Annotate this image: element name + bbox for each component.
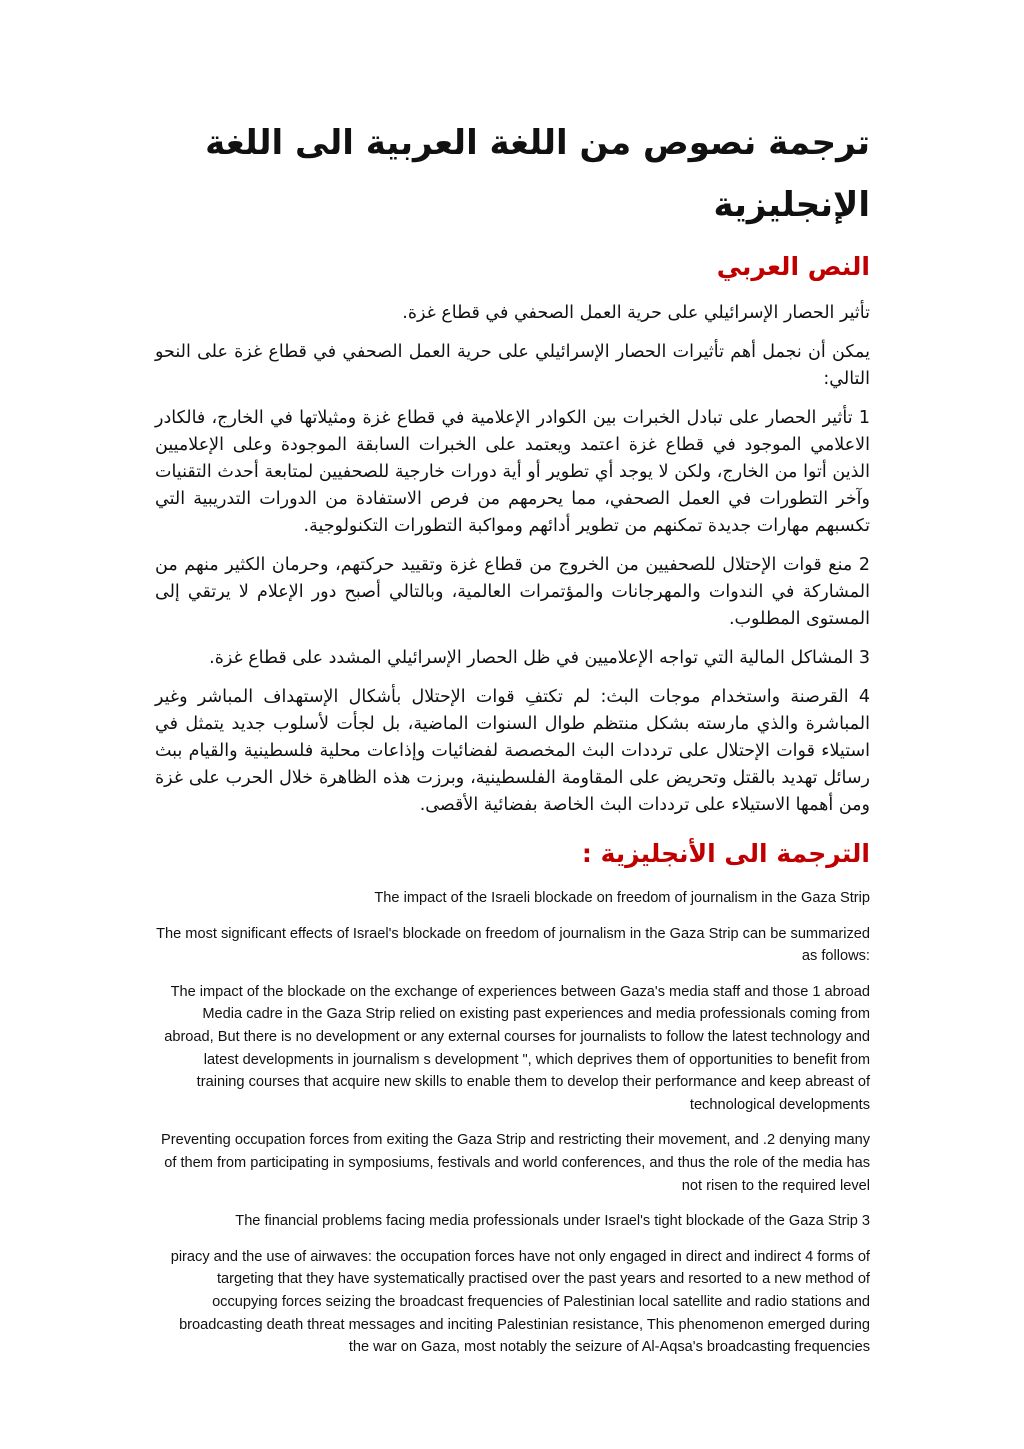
arabic-paragraph-intro: يمكن أن نجمل أهم تأثيرات الحصار الإسرائيلي على حرية العمل الصحفي في قطاع غزة على النحو التالي: — [155, 342, 870, 389]
arabic-paragraph-item-3: 3 المشاكل المالية التي تواجه الإعلاميين في ظل الحصار الإسرائيلي المشدد على قطاع غزة. — [209, 648, 870, 668]
arabic-paragraph-item-1: 1 تأثير الحصار على تبادل الخبرات بين الكوادر الإعلامية في قطاع غزة ومثيلاتها في الخارج، فالكادر الاعلامي الموجود في قطاع غزة اعتمد ويعتمد على الخبرات السابقة الموجودة وعلى الإعلاميين الذين أتوا من الخارج، ولكن لا يوجد أي تطوير أو أية دورات خارجية للصحفيين لمتابعة أحدث التقنيات وآخر التطورات في العمل الصحفي، مما يحرمهم من فرص الاستفادة من الدورات التدريبية التي تكسبهم مهارات جديدة تمكنهم من تطوير أدائهم ومواكبة التطورات التكنولوجية. — [155, 408, 870, 536]
english-paragraph-item-3: The financial problems facing media professionals under Israel's tight blockade of the Gaza Strip 3 — [235, 1213, 870, 1230]
english-paragraph-item-2: Preventing occupation forces from exiting the Gaza Strip and restricting their movement, and .2 denying many of them from participating in symposiums, festivals and world conferences, and thus the role of the media has not risen to the required level — [161, 1132, 870, 1194]
arabic-paragraph-item-4: 4 القرصنة واستخدام موجات البث: لم تكتفِ قوات الإحتلال بأشكال الإستهداف المباشر وغير المباشرة والذي مارسته بشكل منتظم طوال السنوات الماضية، بل لجأت لأسلوب جديد يتمثل في استيلاء قوات الإحتلال على ترددات البث المخصصة لفضائيات وإذاعات محلية فلسطينية والقيام ببث رسائل تهديد بالقتل وتحريض على المقاومة الفلسطينية، وبرزت هذه الظاهرة خلال الحرب على غزة ومن أهمها الاستيلاء على ترددات البث الخاصة بفضائية الأقصى. — [155, 687, 870, 815]
english-paragraph-title: The impact of the Israeli blockade on freedom of journalism in the Gaza Strip — [374, 890, 870, 906]
english-paragraph-item-4: piracy and the use of airwaves: the occupation forces have not only engaged in direct and indirect 4 forms of targeting that they have systematically practised over the past years and resorted to a new method of occupying forces seizing the broadcast frequencies of Palestinian local satellite and radio stations and broadcasting death threat messages and inciting Palestinian resistance, This phenomenon emerged during the war on Gaza, most notably the seizure of Al-Aqsa's broadcasting frequencies — [170, 1248, 870, 1356]
arabic-text-heading: النص العربي — [716, 252, 870, 281]
english-paragraph-intro: The most significant effects of Israel's blockade on freedom of journalism in the Gaza Strip can be summarized as follows: — [156, 925, 870, 965]
document-title: ترجمة نصوص من اللغة العربية الى اللغة الإنجليزية — [205, 123, 870, 225]
english-translation-body — [155, 887, 870, 1359]
arabic-paragraph-item-2: 2 منع قوات الإحتلال للصحفيين من الخروج من قطاع غزة وتقييد حركتهم، وحرمان الكثير منهم من المشاركة في الندوات والمهرجانات والمؤتمرات العالمية، وبالتالي أصبح دور الإعلام لا يرتقي إلى المستوى المطلوب. — [155, 555, 870, 629]
english-paragraph-item-1: The impact of the blockade on the exchange of experiences between Gaza's media staff and those 1 abroad Media cadre in the Gaza Strip relied on existing past experiences and media professionals coming from abroad, But there is no development or any external courses for journalists to follow the latest technology and latest developments in journalism s development ", which deprives them of opportunities to benefit from training courses that acquire new skills to enable them to develop their performance and keep abreast of technological developments — [164, 983, 870, 1113]
english-translation-heading: الترجمة الى الأنجليزية : — [581, 839, 870, 868]
arabic-paragraph-title: تأثير الحصار الإسرائيلي على حرية العمل الصحفي في قطاع غزة. — [402, 303, 870, 323]
document-page — [155, 112, 870, 1372]
